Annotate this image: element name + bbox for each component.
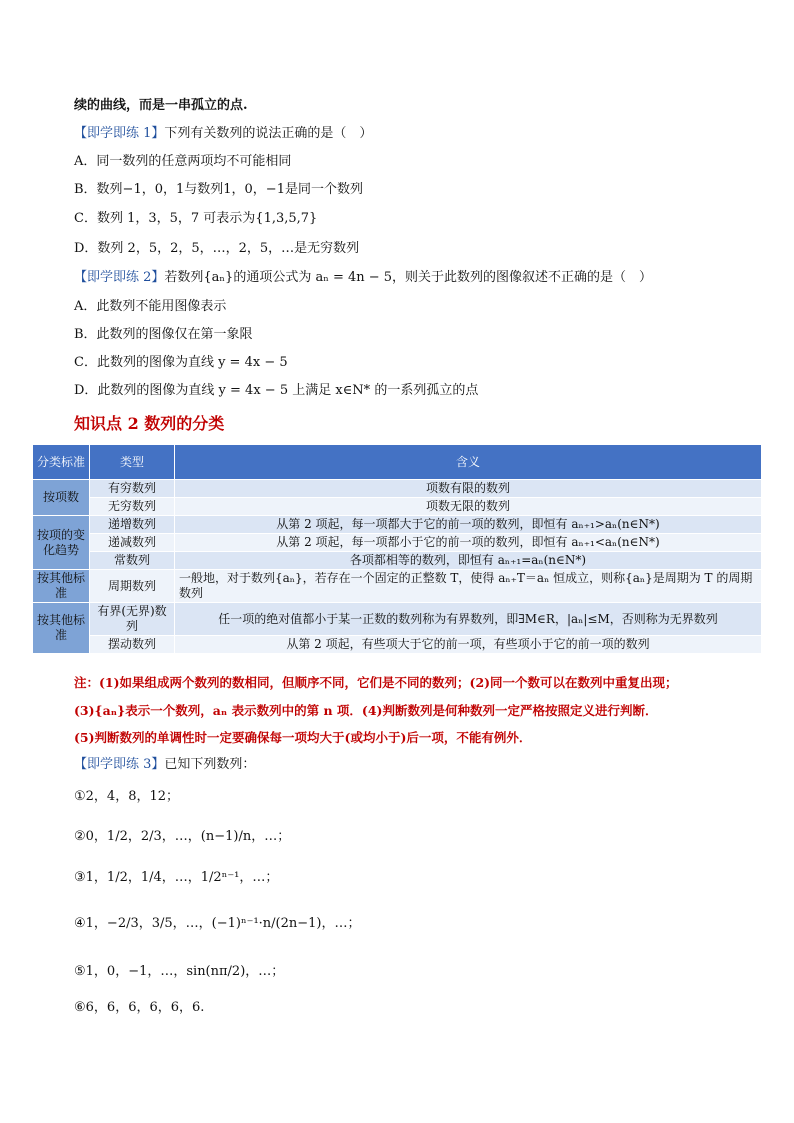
exercise-3-text: 已知下列数列：	[164, 757, 256, 772]
exercise-1-text: 下列有关数列的说法正确的是（ ）	[164, 126, 373, 141]
table-meaning-cell: 从第 2 项起，每一项都大于它的前一项的数列，即恒有 aₙ₊₁>aₙ(n∈N*)	[175, 516, 762, 534]
exercise-1-option-b: B．数列−1，0，1与数列1，0，−1是同一个数列	[74, 182, 363, 197]
table-type-cell: 递增数列	[90, 516, 175, 534]
note-line-3: (5)判断数列的单调性时一定要确保每一项均大于(或均小于)后一项，不能有例外．	[74, 730, 532, 745]
exercise-3-item-4: ④1，−2/3，3/5，…，(−1)ⁿ⁻¹·n/(2n−1)，…；	[74, 916, 361, 931]
exercise-2-tag: 【即学即练 2】	[74, 270, 165, 285]
exercise-2-option-d: D．此数列的图像为直线 y = 4x − 5 上满足 x∈N* 的一系列孤立的点	[74, 383, 479, 398]
table-meaning-cell: 项数无限的数列	[175, 498, 762, 516]
table-type-cell: 周期数列	[90, 570, 175, 603]
section-title: 知识点 2 数列的分类	[74, 414, 225, 433]
table-type-cell: 有穷数列	[90, 480, 175, 498]
table-meaning-cell: 各项都相等的数列，即恒有 aₙ₊₁=aₙ(n∈N*)	[175, 552, 762, 570]
table-header-cell: 类型	[90, 445, 175, 480]
table-type-cell: 摆动数列	[90, 636, 175, 654]
exercise-3-item-6: ⑥6，6，6，6，6，6.	[74, 1000, 205, 1015]
exercise-1-option-a: A．同一数列的任意两项均不可能相同	[74, 154, 292, 169]
table-type-cell: 递减数列	[90, 534, 175, 552]
exercise-2-option-a: A．此数列不能用图像表示	[74, 299, 227, 314]
exercise-1-tag: 【即学即练 1】	[74, 126, 165, 141]
exercise-3-tag: 【即学即练 3】	[74, 757, 165, 772]
exercise-3-item-5: ⑤1，0，−1，…，sin(nπ/2)，…；	[74, 964, 285, 979]
intro-text: 续的曲线，而是一串孤立的点.	[74, 98, 248, 113]
table-row	[33, 534, 762, 552]
note-line-2: (3){aₙ}表示一个数列，aₙ 表示数列中的第 n 项．(4)判断数列是何种数列一定严格按照定义进行判断．	[74, 703, 658, 718]
table-row	[33, 480, 762, 498]
exercise-3-question	[74, 757, 255, 773]
note-line-1: 注：(1)如果组成两个数列的数相同，但顺序不同，它们是不同的数列；(2)同一个数可以在数列中重复出现；	[74, 675, 678, 690]
table-category-cell: 按其他标准	[33, 603, 90, 654]
table-category-cell: 按项的变化趋势	[33, 516, 90, 570]
exercise-1-option-d: D．数列 2，5，2，5，…，2，5，…是无穷数列	[74, 241, 360, 256]
table-row	[33, 516, 762, 534]
table-row	[33, 498, 762, 516]
exercise-2-question	[74, 270, 652, 286]
exercise-1-option-c: C．数列 1，3，5，7 可表示为{1,3,5,7}	[74, 211, 318, 226]
exercise-1-question	[74, 126, 372, 142]
table-meaning-cell: 项数有限的数列	[175, 480, 762, 498]
exercise-2-option-c: C．此数列的图像为直线 y = 4x − 5	[74, 355, 288, 370]
table-row	[33, 552, 762, 570]
exercise-3-item-1: ①2，4，8，12；	[74, 789, 180, 804]
table-row	[33, 636, 762, 654]
exercise-3-item-3: ③1，1/2，1/4，…，1/2ⁿ⁻¹，…；	[74, 870, 279, 885]
exercise-2-text: 若数列{aₙ}的通项公式为 aₙ = 4n − 5，则关于此数列的图像叙述不正确的是（ ）	[164, 270, 653, 285]
classification-table	[32, 444, 762, 654]
table-header-cell: 分类标准	[33, 445, 90, 480]
exercise-3-item-2: ②0，1/2，2/3，…，(n−1)/n，…；	[74, 829, 291, 844]
table-meaning-cell: 从第 2 项起，有些项大于它的前一项，有些项小于它的前一项的数列	[175, 636, 762, 654]
table-category-cell: 按其他标准	[33, 570, 90, 603]
table-type-cell: 常数列	[90, 552, 175, 570]
table-row	[33, 570, 762, 603]
table-meaning-cell: 从第 2 项起，每一项都小于它的前一项的数列，即恒有 aₙ₊₁<aₙ(n∈N*)	[175, 534, 762, 552]
table-header-cell: 含义	[175, 445, 762, 480]
table-meaning-cell: 任一项的绝对值都小于某一正数的数列称为有界数列，即∃M∈R，|aₙ|≤M，否则称为无界数列	[175, 603, 762, 636]
table-header-row	[33, 445, 762, 480]
exercise-2-option-b: B．此数列的图像仅在第一象限	[74, 327, 253, 342]
table-row	[33, 603, 762, 636]
table-type-cell: 有界(无界)数列	[90, 603, 175, 636]
table-type-cell: 无穷数列	[90, 498, 175, 516]
table-meaning-cell: 一般地，对于数列{aₙ}，若存在一个固定的正整数 T，使得 aₙ₊T＝aₙ 恒成立，则称{aₙ}是周期为 T 的周期数列	[175, 570, 762, 603]
table-category-cell: 按项数	[33, 480, 90, 516]
